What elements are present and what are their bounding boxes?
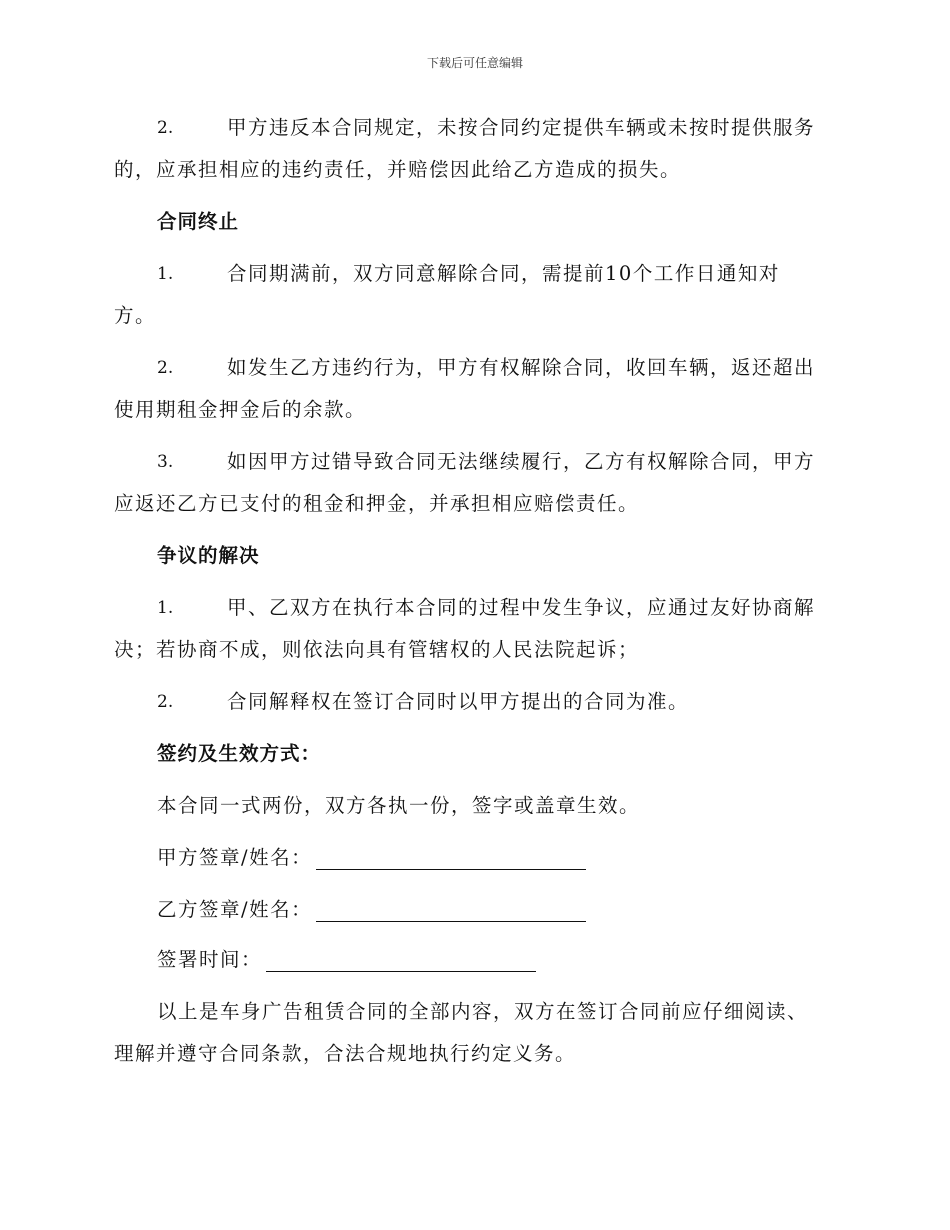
breach-item-2-line-1: 甲方违反本合同规定，未按合同约定提供车辆或未按时提供服务 (227, 116, 816, 139)
termination-item-1-number: 1. (157, 264, 174, 284)
breach-item-2-number: 2. (157, 118, 174, 138)
party-b-signature-label: 乙方签章/姓名： (157, 898, 313, 921)
dispute-item-1-line-1: 甲、乙双方在执行本合同的过程中发生争议，应通过友好协商解 (227, 596, 816, 619)
dispute-item-2-line-1: 合同解释权在签订合同时以甲方提出的合同为准。 (227, 690, 690, 713)
party-b-signature-row (157, 898, 586, 922)
termination-item-2-number: 2. (157, 358, 174, 378)
signing-date-row (157, 948, 536, 972)
termination-heading: 合同终止 (157, 210, 240, 233)
signing-heading: 签约及生效方式： (157, 742, 322, 765)
closing-line-2: 理解并遵守合同条款，合法合规地执行约定义务。 (114, 1042, 577, 1065)
closing-line-1: 以上是车身广告租赁合同的全部内容，双方在签订合同前应仔细阅读、 (157, 1000, 809, 1023)
dispute-item-1-line-2: 决；若协商不成，则依法向具有管辖权的人民法院起诉； (114, 638, 640, 661)
termination-item-3-number: 3. (157, 452, 174, 472)
dispute-item-2-number: 2. (157, 692, 174, 712)
termination-item-3-line-2: 应返还乙方已支付的租金和押金，并承担相应赔偿责任。 (114, 492, 640, 515)
dispute-item-1-number: 1. (157, 598, 174, 618)
signing-date-blank[interactable] (266, 951, 536, 972)
termination-item-1-line-1: 合同期满前，双方同意解除合同，需提前10个工作日通知对 (227, 262, 780, 285)
party-a-signature-blank[interactable] (316, 849, 586, 870)
termination-item-3-line-1: 如因甲方过错导致合同无法继续履行，乙方有权解除合同，甲方 (227, 450, 816, 473)
party-b-signature-blank[interactable] (316, 901, 586, 922)
termination-item-2-line-2: 使用期租金押金后的余款。 (114, 398, 367, 421)
signing-date-label: 签署时间： (157, 948, 263, 971)
breach-item-2-line-2: 的，应承担相应的违约责任，并赔偿因此给乙方造成的损失。 (114, 158, 682, 181)
dispute-heading: 争议的解决 (157, 544, 260, 567)
party-a-signature-row (157, 846, 586, 870)
termination-item-2-line-1: 如发生乙方违约行为，甲方有权解除合同，收回车辆，返还超出 (227, 356, 816, 379)
party-a-signature-label: 甲方签章/姓名： (157, 846, 313, 869)
signing-statement: 本合同一式两份，双方各执一份，签字或盖章生效。 (157, 794, 641, 817)
page-header: 下载后可任意编辑 (426, 56, 523, 70)
termination-item-1-line-2: 方。 (114, 304, 157, 327)
